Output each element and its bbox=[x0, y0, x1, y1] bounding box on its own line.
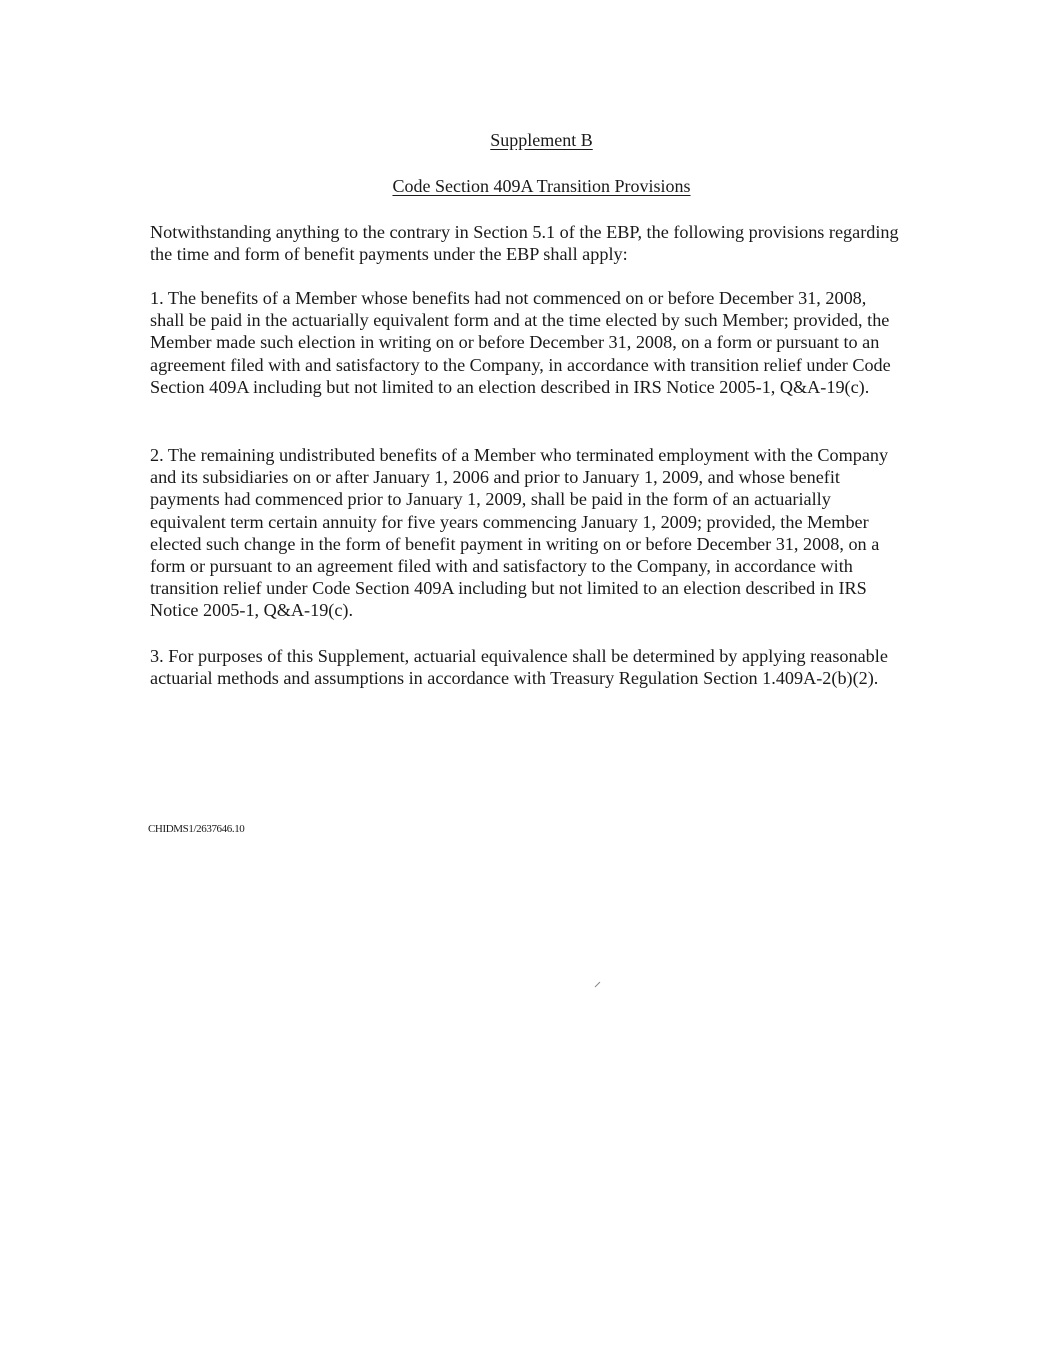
scan-artifact-mark bbox=[595, 982, 601, 988]
document-id-footer: CHIDMS1/2637646.10 bbox=[148, 823, 245, 835]
intro-paragraph: Notwithstanding anything to the contrary in Section 5.1 of the EBP, the following provisions regarding the time and form of benefit payments under the EBP shall apply: bbox=[150, 222, 899, 265]
provision-paragraph-2: 2. The remaining undistributed benefits of a Member who terminated employment with the Company and its subsidiaries on or after January 1, 2006 and prior to January 1, 2009, and whose benefit payments had commenced prior to January 1, 2009, shall be paid in the form of an actuarially equivalent term certain annuity for five years commencing January 1, 2009; provided, the Member elected such change in the form of benefit payment in writing on or before December 31, 2008, on a form or pursuant to an agreement filed with and satisfactory to the Company, in accordance with transition relief under Code Section 409A including but not limited to an election described in IRS Notice 2005-1, Q&A-19(c). bbox=[150, 445, 889, 621]
document-title: Supplement B bbox=[490, 130, 593, 150]
provision-paragraph-1: 1. The benefits of a Member whose benefits had not commenced on or before December 31, 2008, shall be paid in the actuarially equivalent form and at the time elected by such Member; provided, the Member made such election in writing on or before December 31, 2008, on a form or pursuant to an agreement filed with and satisfactory to the Company, in accordance with transition relief under Code Section 409A including but not limited to an election described in IRS Notice 2005-1, Q&A-19(c). bbox=[150, 288, 891, 397]
document-subtitle: Code Section 409A Transition Provisions bbox=[392, 176, 691, 196]
provision-paragraph-3: 3. For purposes of this Supplement, actuarial equivalence shall be determined by applying reasonable actuarial methods and assumptions in accordance with Treasury Regulation Section 1.409A-2(b)(2). bbox=[150, 646, 888, 689]
